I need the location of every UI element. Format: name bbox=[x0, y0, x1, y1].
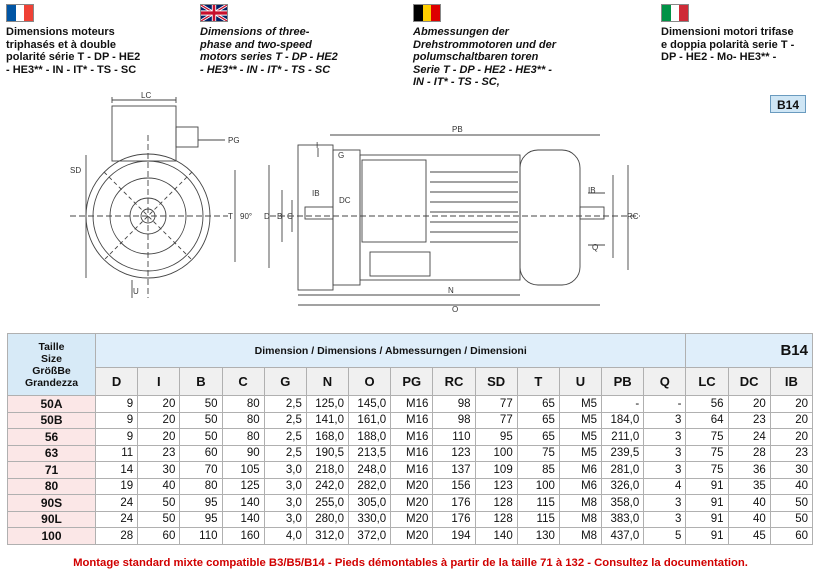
value-cell: 20 bbox=[138, 429, 180, 446]
drawing-label: RC bbox=[627, 212, 639, 221]
value-cell: 239,5 bbox=[602, 445, 644, 462]
value-cell: M8 bbox=[559, 511, 601, 528]
table-row bbox=[8, 495, 813, 512]
mount-type-tag: B14 bbox=[770, 95, 806, 113]
value-cell: 20 bbox=[728, 396, 770, 413]
column-header: PB bbox=[602, 368, 644, 396]
column-header: LC bbox=[686, 368, 728, 396]
value-cell: 3 bbox=[644, 445, 686, 462]
value-cell: 305,0 bbox=[349, 495, 391, 512]
value-cell: 70 bbox=[180, 462, 222, 479]
value-cell: 95 bbox=[475, 429, 517, 446]
value-cell: M16 bbox=[391, 462, 433, 479]
value-cell: 128 bbox=[475, 495, 517, 512]
value-cell: 190,5 bbox=[306, 445, 348, 462]
value-cell: M8 bbox=[559, 528, 601, 545]
value-cell: 20 bbox=[770, 412, 812, 429]
value-cell: 9 bbox=[96, 396, 138, 413]
size-cell: 56 bbox=[8, 429, 96, 446]
table-row bbox=[8, 511, 813, 528]
value-cell: 140 bbox=[222, 511, 264, 528]
value-cell: 140 bbox=[222, 495, 264, 512]
value-cell: 194 bbox=[433, 528, 475, 545]
value-cell: 130 bbox=[517, 528, 559, 545]
value-cell: 20 bbox=[770, 396, 812, 413]
value-cell: 211,0 bbox=[602, 429, 644, 446]
value-cell: 40 bbox=[728, 511, 770, 528]
value-cell: 168,0 bbox=[306, 429, 348, 446]
value-cell: 50 bbox=[138, 511, 180, 528]
title-italian: Dimensioni motori trifase e doppia polarità serie T - DP - HE2 - Mo- HE3** - bbox=[661, 26, 795, 63]
value-cell: 91 bbox=[686, 528, 728, 545]
size-cell: 80 bbox=[8, 478, 96, 495]
value-cell: 60 bbox=[770, 528, 812, 545]
drawing-label: B bbox=[277, 212, 283, 221]
value-cell: M20 bbox=[391, 528, 433, 545]
value-cell: 128 bbox=[475, 511, 517, 528]
value-cell: 109 bbox=[475, 462, 517, 479]
value-cell: 110 bbox=[433, 429, 475, 446]
value-cell: 60 bbox=[180, 445, 222, 462]
size-cell: 63 bbox=[8, 445, 96, 462]
table-row bbox=[8, 429, 813, 446]
table-row bbox=[8, 412, 813, 429]
value-cell: 3 bbox=[644, 412, 686, 429]
value-cell: 77 bbox=[475, 412, 517, 429]
value-cell: 2,5 bbox=[264, 429, 306, 446]
column-header: O bbox=[349, 368, 391, 396]
value-cell: 30 bbox=[770, 462, 812, 479]
value-cell: 281,0 bbox=[602, 462, 644, 479]
drawing-label: IB bbox=[588, 186, 596, 195]
drawing-label: DC bbox=[339, 196, 351, 205]
drawing-label: 90° bbox=[240, 212, 253, 221]
value-cell: 137 bbox=[433, 462, 475, 479]
column-header: U bbox=[559, 368, 601, 396]
value-cell: 280,0 bbox=[306, 511, 348, 528]
drawing-label: N bbox=[448, 286, 454, 295]
value-cell: 80 bbox=[222, 412, 264, 429]
value-cell: 56 bbox=[686, 396, 728, 413]
column-header: RC bbox=[433, 368, 475, 396]
value-cell: 248,0 bbox=[349, 462, 391, 479]
value-cell: 50 bbox=[180, 396, 222, 413]
value-cell: 110 bbox=[180, 528, 222, 545]
drawing-label: G bbox=[338, 151, 345, 160]
column-header: DC bbox=[728, 368, 770, 396]
value-cell: 91 bbox=[686, 495, 728, 512]
value-cell: 75 bbox=[517, 445, 559, 462]
size-cell: 71 bbox=[8, 462, 96, 479]
value-cell: 77 bbox=[475, 396, 517, 413]
value-cell: 50 bbox=[138, 495, 180, 512]
drawing-label: C bbox=[287, 212, 293, 221]
value-cell: 3,0 bbox=[264, 511, 306, 528]
value-cell: 50 bbox=[770, 511, 812, 528]
value-cell: 65 bbox=[517, 412, 559, 429]
value-cell: 3 bbox=[644, 462, 686, 479]
drawing-label: T bbox=[228, 212, 233, 221]
value-cell: 50 bbox=[770, 495, 812, 512]
value-cell: 105 bbox=[222, 462, 264, 479]
value-cell: 80 bbox=[222, 396, 264, 413]
value-cell: 64 bbox=[686, 412, 728, 429]
value-cell: 3 bbox=[644, 511, 686, 528]
value-cell: 28 bbox=[96, 528, 138, 545]
size-cell: 90L bbox=[8, 511, 96, 528]
value-cell: 36 bbox=[728, 462, 770, 479]
drawing-label: PG bbox=[228, 136, 240, 145]
value-cell: 4,0 bbox=[264, 528, 306, 545]
column-header: I bbox=[138, 368, 180, 396]
value-cell: M6 bbox=[559, 478, 601, 495]
value-cell: M20 bbox=[391, 495, 433, 512]
value-cell: M8 bbox=[559, 495, 601, 512]
value-cell: 20 bbox=[770, 429, 812, 446]
table-row bbox=[8, 528, 813, 545]
value-cell: 9 bbox=[96, 429, 138, 446]
value-cell: M16 bbox=[391, 396, 433, 413]
value-cell: 91 bbox=[686, 478, 728, 495]
value-cell: 65 bbox=[517, 396, 559, 413]
value-cell: 80 bbox=[222, 429, 264, 446]
value-cell: 330,0 bbox=[349, 511, 391, 528]
value-cell: 98 bbox=[433, 412, 475, 429]
drawing-label: U bbox=[133, 287, 139, 296]
column-header: D bbox=[96, 368, 138, 396]
dimension-table bbox=[7, 333, 813, 545]
column-header: B bbox=[180, 368, 222, 396]
value-cell: 141,0 bbox=[306, 412, 348, 429]
table-row bbox=[8, 396, 813, 413]
value-cell: 255,0 bbox=[306, 495, 348, 512]
value-cell: 383,0 bbox=[602, 511, 644, 528]
footer-note: Montage standard mixte compatible B3/B5/B14 - Pieds démontables à partir de la taille 71 à 132 - Consultez la documentation. bbox=[73, 557, 748, 569]
value-cell: 65 bbox=[517, 429, 559, 446]
value-cell: 11 bbox=[96, 445, 138, 462]
value-cell: M20 bbox=[391, 478, 433, 495]
drawing-label: D bbox=[264, 212, 270, 221]
column-header: G bbox=[264, 368, 306, 396]
size-cell: 100 bbox=[8, 528, 96, 545]
table-row bbox=[8, 478, 813, 495]
value-cell: 23 bbox=[138, 445, 180, 462]
size-header: Taille Size GrößBe Grandezza bbox=[8, 334, 96, 396]
value-cell: 3,0 bbox=[264, 462, 306, 479]
value-cell: 3,0 bbox=[264, 478, 306, 495]
value-cell: 156 bbox=[433, 478, 475, 495]
value-cell: 75 bbox=[686, 445, 728, 462]
value-cell: 24 bbox=[96, 511, 138, 528]
value-cell: M16 bbox=[391, 429, 433, 446]
value-cell: 40 bbox=[728, 495, 770, 512]
title-german: Abmessungen der Drehstrommotoren und der polumschaltbaren toren Serie T - DP - HE2 - HE3** - IN - IT* - TS - SC, bbox=[413, 26, 557, 88]
column-header: PG bbox=[391, 368, 433, 396]
table-row bbox=[8, 445, 813, 462]
value-cell: 2,5 bbox=[264, 412, 306, 429]
value-cell: 218,0 bbox=[306, 462, 348, 479]
value-cell: 3 bbox=[644, 495, 686, 512]
value-cell: 4 bbox=[644, 478, 686, 495]
column-header: T bbox=[517, 368, 559, 396]
value-cell: 123 bbox=[475, 478, 517, 495]
value-cell: 2,5 bbox=[264, 445, 306, 462]
value-cell: M5 bbox=[559, 429, 601, 446]
value-cell: 24 bbox=[728, 429, 770, 446]
value-cell: 50 bbox=[180, 429, 222, 446]
value-cell: 312,0 bbox=[306, 528, 348, 545]
drawing-label: LC bbox=[141, 91, 152, 100]
value-cell: 145,0 bbox=[349, 396, 391, 413]
value-cell: 160 bbox=[222, 528, 264, 545]
value-cell: - bbox=[602, 396, 644, 413]
size-cell: 50A bbox=[8, 396, 96, 413]
value-cell: 140 bbox=[475, 528, 517, 545]
value-cell: M5 bbox=[559, 412, 601, 429]
value-cell: 90 bbox=[222, 445, 264, 462]
value-cell: 30 bbox=[138, 462, 180, 479]
value-cell: 24 bbox=[96, 495, 138, 512]
value-cell: 14 bbox=[96, 462, 138, 479]
value-cell: 23 bbox=[728, 412, 770, 429]
column-header: SD bbox=[475, 368, 517, 396]
drawing-label: I bbox=[316, 141, 319, 150]
value-cell: 358,0 bbox=[602, 495, 644, 512]
value-cell: 40 bbox=[770, 478, 812, 495]
value-cell: 50 bbox=[180, 412, 222, 429]
value-cell: 437,0 bbox=[602, 528, 644, 545]
value-cell: 9 bbox=[96, 412, 138, 429]
value-cell: 242,0 bbox=[306, 478, 348, 495]
value-cell: 20 bbox=[138, 412, 180, 429]
value-cell: 326,0 bbox=[602, 478, 644, 495]
value-cell: 125 bbox=[222, 478, 264, 495]
column-header: Q bbox=[644, 368, 686, 396]
value-cell: 91 bbox=[686, 511, 728, 528]
column-header: C bbox=[222, 368, 264, 396]
value-cell: 372,0 bbox=[349, 528, 391, 545]
title-english: Dimensions of three-phase and two-speed motors series T - DP - HE2 - HE3** - IN - IT* - TS - SC bbox=[200, 26, 338, 76]
value-cell: 213,5 bbox=[349, 445, 391, 462]
value-cell: 95 bbox=[180, 511, 222, 528]
value-cell: 60 bbox=[138, 528, 180, 545]
column-header: N bbox=[306, 368, 348, 396]
drawing-label: O bbox=[452, 305, 459, 314]
value-cell: 100 bbox=[475, 445, 517, 462]
value-cell: 80 bbox=[180, 478, 222, 495]
table-row bbox=[8, 462, 813, 479]
value-cell: 40 bbox=[138, 478, 180, 495]
title-french: Dimensions moteurs triphasés et à double polarité série T - DP - HE2 - HE3** - IN - IT* - TS - SC bbox=[6, 26, 141, 76]
drawing-label: Q bbox=[592, 243, 599, 252]
value-cell: 20 bbox=[138, 396, 180, 413]
column-header: IB bbox=[770, 368, 812, 396]
value-cell: 115 bbox=[517, 511, 559, 528]
drawing-label: IB bbox=[312, 189, 320, 198]
drawing-label: SD bbox=[70, 166, 82, 175]
value-cell: 184,0 bbox=[602, 412, 644, 429]
value-cell: M16 bbox=[391, 445, 433, 462]
value-cell: 115 bbox=[517, 495, 559, 512]
value-cell: 75 bbox=[686, 462, 728, 479]
value-cell: 98 bbox=[433, 396, 475, 413]
value-cell: M5 bbox=[559, 445, 601, 462]
value-cell: 125,0 bbox=[306, 396, 348, 413]
value-cell: 28 bbox=[728, 445, 770, 462]
value-cell: 45 bbox=[728, 528, 770, 545]
value-cell: 95 bbox=[180, 495, 222, 512]
value-cell: 85 bbox=[517, 462, 559, 479]
value-cell: 188,0 bbox=[349, 429, 391, 446]
b14-header: B14 bbox=[686, 334, 813, 368]
value-cell: 3,0 bbox=[264, 495, 306, 512]
value-cell: 35 bbox=[728, 478, 770, 495]
size-cell: 90S bbox=[8, 495, 96, 512]
value-cell: 123 bbox=[433, 445, 475, 462]
drawing-labels bbox=[70, 91, 639, 314]
value-cell: M20 bbox=[391, 511, 433, 528]
value-cell: 100 bbox=[517, 478, 559, 495]
value-cell: M5 bbox=[559, 396, 601, 413]
value-cell: 282,0 bbox=[349, 478, 391, 495]
value-cell: 3 bbox=[644, 429, 686, 446]
dimensions-header: Dimension / Dimensions / Abmessurngen / Dimensioni bbox=[96, 334, 686, 368]
size-cell: 50B bbox=[8, 412, 96, 429]
value-cell: - bbox=[644, 396, 686, 413]
value-cell: 19 bbox=[96, 478, 138, 495]
value-cell: M16 bbox=[391, 412, 433, 429]
drawing-label: PB bbox=[452, 125, 463, 134]
value-cell: 5 bbox=[644, 528, 686, 545]
value-cell: 161,0 bbox=[349, 412, 391, 429]
value-cell: 2,5 bbox=[264, 396, 306, 413]
value-cell: M6 bbox=[559, 462, 601, 479]
value-cell: 176 bbox=[433, 495, 475, 512]
value-cell: 23 bbox=[770, 445, 812, 462]
value-cell: 176 bbox=[433, 511, 475, 528]
value-cell: 75 bbox=[686, 429, 728, 446]
